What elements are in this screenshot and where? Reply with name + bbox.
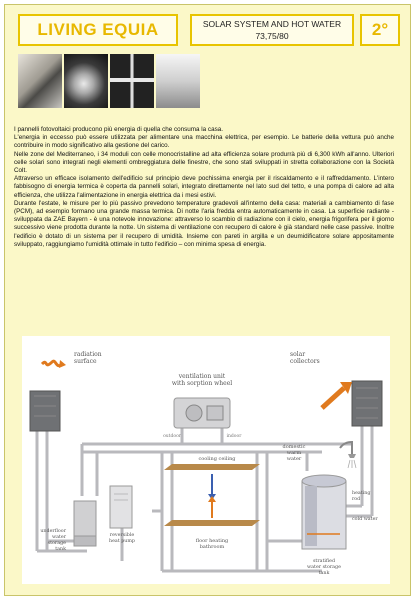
subtitle-line-1: SOLAR SYSTEM AND HOT WATER xyxy=(202,19,342,29)
label-reversible: reversible xyxy=(109,533,135,538)
ventilation-unit xyxy=(174,398,230,428)
label-sorption-wheel: with sorption wheel xyxy=(171,380,233,387)
label-underfloor-water: water xyxy=(51,535,66,540)
label-heating: heating xyxy=(352,491,371,496)
label-indoor: indoor xyxy=(226,434,242,439)
label-heat-pump: heat pump xyxy=(108,539,136,544)
photo-strip xyxy=(18,54,200,108)
diagram-svg xyxy=(22,336,390,584)
shower-head-icon xyxy=(340,442,356,468)
paragraph: I pannelli fotovoltaici producono più energia di quella che consuma la casa. xyxy=(14,126,223,133)
section-subtitle xyxy=(190,14,354,46)
paragraph: Attraverso un efficace isolamento dell'edificio sul principio deve pochissima energia per il riscaldamento e il raffreddamento. L'intero fabbisogno di energia termica è coperta da pannelli solari, integrato direttamente nel lato sud del tetto, e una pompa di calore ad alta efficienza, che utilizza l'alimentazione in energia elettrica da i mesi estivi. xyxy=(14,175,394,199)
interior-photo xyxy=(156,54,200,108)
label-cold-water: cold water xyxy=(352,517,378,522)
label-warm: warm xyxy=(286,450,302,456)
label-underfloor: underfloor xyxy=(40,529,66,534)
label-bathroom: bathroom xyxy=(199,544,225,550)
heat-pump xyxy=(110,486,132,528)
energy-system-diagram xyxy=(22,336,390,584)
label-underfloor-tank: tank xyxy=(55,547,66,552)
label-outdoor: outdoor xyxy=(163,434,181,439)
label-cooling-ceiling: cooling ceiling xyxy=(198,456,236,462)
page-number: 2° xyxy=(360,14,400,46)
label-stratified: stratified xyxy=(312,559,336,564)
label-underfloor-storage: storage xyxy=(47,541,66,546)
label-water-storage: water storage xyxy=(307,565,341,570)
label-surface: surface xyxy=(74,358,97,365)
radiation-arrow-icon xyxy=(42,361,62,366)
floor-heating xyxy=(164,496,260,526)
label-solar: solar xyxy=(290,351,306,358)
sorption-wheel-icon xyxy=(186,405,202,421)
underfloor-tank xyxy=(74,501,96,546)
cross-light-photo xyxy=(110,54,154,108)
paragraph: Nelle zone del Mediterraneo, i 34 moduli con celle monocristalline ad alta efficienza solare produrrà più di 6,300 kWh all'anno. Ulteriori celle solari sono integrati negli elementi ombreggiatura delle finestre, che sono stati sviluppati in stretta collaborazione con la Società Colt. xyxy=(14,150,394,175)
label-domestic: domestic xyxy=(282,444,306,450)
label-water: water xyxy=(286,456,302,462)
stratified-storage-tank xyxy=(302,475,346,549)
brand-title: LIVING EQUIA xyxy=(18,14,178,46)
body-text xyxy=(14,126,394,249)
sphere-photo xyxy=(64,54,108,108)
cooling-ceiling xyxy=(164,464,260,500)
paragraph: L'energia in eccesso può essere utilizzata per alimentare una macchina elettrica, per esempio. Le batterie della vettura può anche contribuire in modo significativo alla gestione del carico. xyxy=(14,134,394,150)
subtitle-line-2: 73,75/80 xyxy=(255,31,289,41)
label-radiation: radiation xyxy=(74,351,102,358)
label-ventilation-unit: ventilation unit xyxy=(178,373,226,380)
sun-arrow-icon xyxy=(322,388,344,408)
label-stratified-tank: tank xyxy=(318,571,330,576)
label-rod: rod xyxy=(352,497,361,502)
label-collectors: collectors xyxy=(290,358,320,365)
radiation-surface-panel xyxy=(30,360,66,431)
paragraph: Durante l'estate, le misure per lo più passivo prevedono temperature gradevoli all'interno della casa: materiali a cambiamento di fase (PCM), ad esempio formano una grande massa termica. Di notte l'aria fredda entra automaticamente in casa. La superficie radiante - sviluppata da ZAE Bayern - è una notevole innovazione: attraverso lo scambio di radiazione con il cielo, energia frigorifera per il giorno successivo viene prodotta durante la notte. Un sistema di ventilazione con recupero di calore è già standard nelle case passive. Inoltre l'edificio è dotato di un sistema per il recupero di umidità. Insieme con pareti in argilla e un deumidificatore solare appositamente sviluppato, raggiungiamo l'umidità ottimale in tutto l'edificio – con minima spesa di energia. xyxy=(14,199,394,248)
label-floor-heating: floor heating xyxy=(195,538,229,544)
solar-collector-panel xyxy=(322,381,382,426)
house-exterior-photo xyxy=(18,54,62,108)
